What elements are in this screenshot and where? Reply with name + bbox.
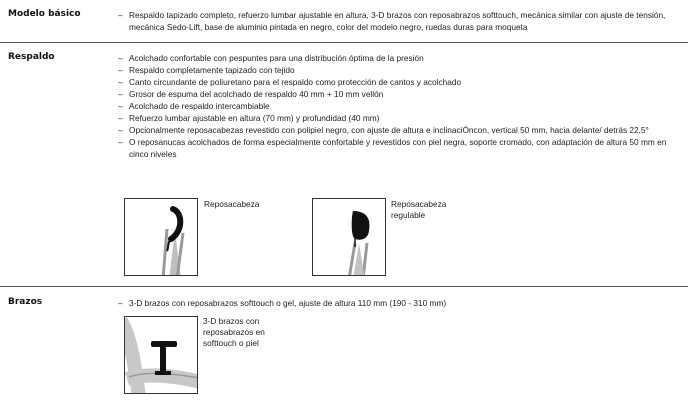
headrest-icon (125, 199, 197, 275)
list-item: – Respaldo tapizado completo, refuerzo lumbar ajustable en altura, 3-D brazos con reposabrazos softtouch, mecánica similar con ajuste de tensión, mecánica Sedo-Lift, base de aluminio pintada en negro, color del modelo negro, ruedas duras para moqueta (118, 9, 683, 33)
list-item: – O reposanucas acolchados de forma especialmente confortable y revestidos con piel negra, soporte cromado, con adaptación de altura 50 mm en cinco niveles (118, 136, 683, 160)
list-item: – Grosor de espuma del acolchado de respaldo 40 mm + 10 mm vellón (118, 88, 683, 100)
section-label-respaldo: Respaldo (8, 52, 55, 62)
headrest-caption: Reposacabeza (204, 199, 260, 209)
armrest-caption: 3-D brazos con reposabrazos en softtouch o piel (203, 316, 265, 348)
armrest-icon (125, 317, 197, 393)
list-item: – Respaldo completamente tapizado con tejido (118, 64, 683, 76)
list-item: – Acolchado de respaldo intercambiable (118, 100, 683, 112)
list-item: – Refuerzo lumbar ajustable en altura (70 mm) y profundidad (40 mm) (118, 112, 683, 124)
section-body-modelo-basico (118, 9, 683, 33)
armrest-thumbnail (124, 316, 198, 394)
list-item: – Acolchado confortable con pespuntes para una distribución óptima de la presión (118, 52, 683, 64)
section-label-modelo-basico: Modelo básico (8, 9, 81, 19)
section-body-respaldo (118, 52, 683, 160)
adjustable-headrest-thumbnail (312, 198, 386, 276)
adjustable-headrest-icon (313, 199, 385, 275)
list-item: – Canto circundante de poliuretano para el respaldo como protección de cantos y acolchado (118, 76, 683, 88)
section-label-brazos: Brazos (8, 297, 43, 307)
list-item: – 3-D brazos con reposabrazos softtouch o gel, ajuste de altura 110 mm (190 - 310 mm) (118, 297, 683, 309)
headrest-thumbnail (124, 198, 198, 276)
section-divider (0, 42, 688, 43)
adjustable-headrest-caption: Reposacabeza regulable (391, 199, 447, 220)
section-body-brazos (118, 297, 683, 309)
section-divider (0, 286, 688, 287)
list-item: – Opcionalmente reposacabezas revestido con polipiel negro, con ajuste de altura e inclinaciÓncon, vertical 50 mm, hacia delante/ detrás 22,5° (118, 124, 683, 136)
